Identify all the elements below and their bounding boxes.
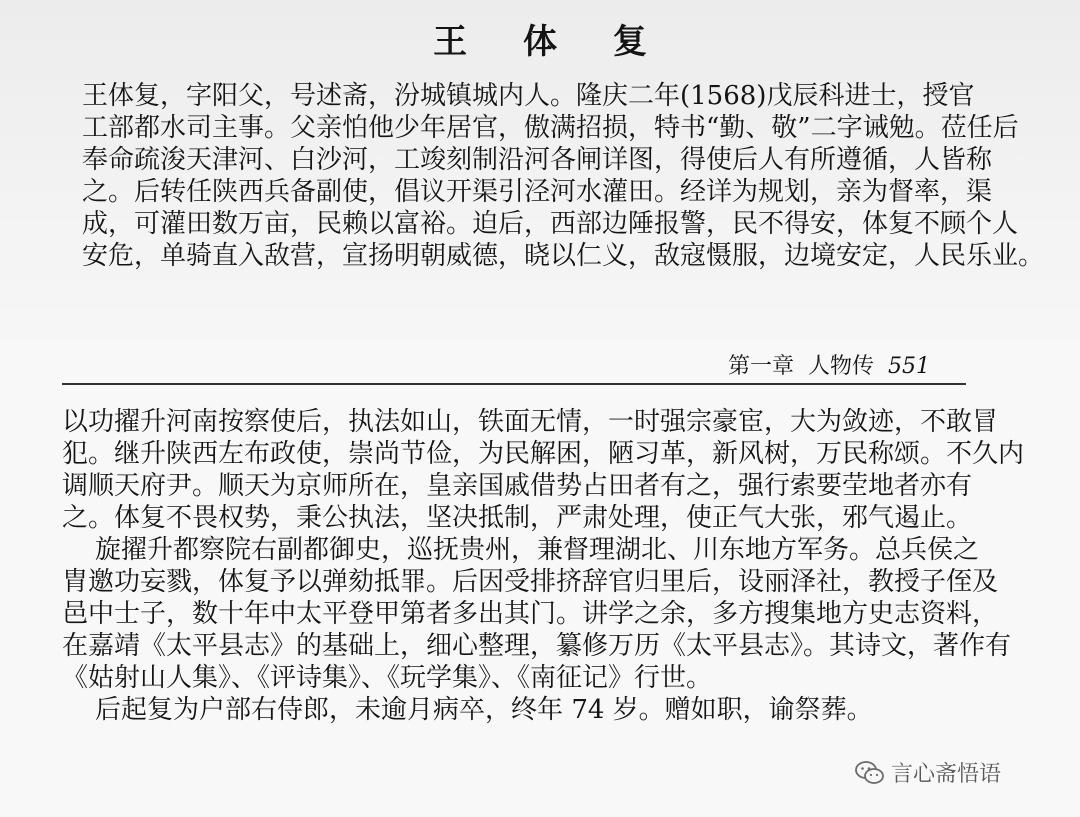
watermark-text: 言心斋悟语	[891, 762, 1002, 787]
wechat-watermark	[855, 757, 1001, 788]
biography-paragraph-top: 王体复，字阳父，号述斋，汾城镇城内人。隆庆二年(1568)戊辰科进士，授官 工部都水司主事。父亲怕他少年居官，傲满招损，特书“勤、敬”二字诫勉。莅任后 奉命疏浚天津河、白沙河，工竣刻制沿河各闸详图，得使后人有所遵循，人皆称 之。后转任陕西兵备副使，倡议开渠引泾河水灌田。经详为规划，亲为督率，渠 成，可灌田数万亩，民赖以富裕。迫后，西部边陲报警，民不得安，体复不顾个人 安危，单骑直入敌营，宣扬明朝威德，晓以仁义，敌寇慑服，边境安定，人民乐业。	[82, 81, 1045, 271]
running-header	[728, 349, 930, 380]
page-number: 551	[888, 354, 931, 379]
biography-paragraph-bottom: 以功擢升河南按察使后，执法如山，铁面无情，一时强宗豪宦，大为敛迹，不敢冒 犯。继升陕西左布政使，崇尚节俭，为民解困，陋习革，新风树，万民称颂。不久内 调顺天府尹。顺天为京师所在，皇亲国戚借势占田者有之，强行索要茔地者亦有 之。体复不畏权势，秉公执法，坚决抵制，严肃处理，使正气大张，邪气遏止。 旋擢升都察院右副都御史，巡抚贵州，兼督理湖北、川东地方军务。总兵侯之 胄邀功妄戮，体复予以弹劾抵罪。后因受排挤辞官归里后，设丽泽社，教授子侄及 邑中士子，数十年中太平登甲第者多出其门。讲学之余，多方搜集地方史志资料， 在嘉靖《太平县志》的基础上，细心整理，纂修万历《太平县志》。其诗文，著作有 《姑射山人集》、《评诗集》、《玩学集》、《南征记》行世。 后起复为户部右侍郎，未逾月病卒，终年 74 岁。赠如职，谕祭葬。	[62, 407, 1025, 725]
page-title: 王 体 复	[433, 22, 669, 62]
chapter-label: 第一章	[728, 354, 795, 379]
wechat-icon	[855, 760, 885, 786]
section-label: 人物传	[808, 354, 875, 379]
header-rule	[62, 383, 966, 385]
